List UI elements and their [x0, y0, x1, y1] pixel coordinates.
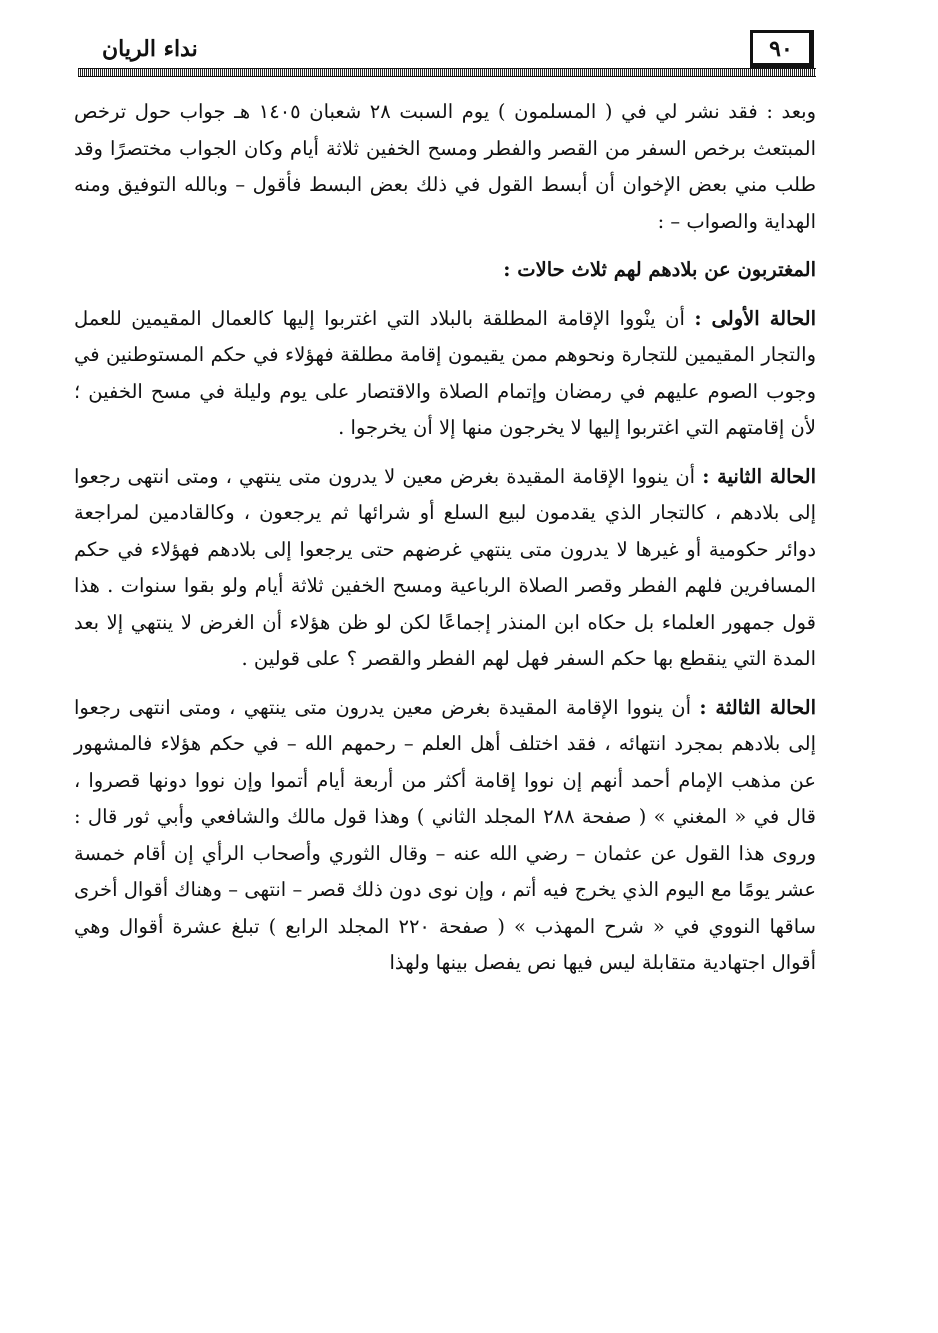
case-3-text: أن ينووا الإقامة المقيدة بغرض معين يدرون متى ينتهي ، ومتى انتهى رجعوا إلى بلادهم بمجرد انتهائه ، فقد اختلف أهل العلم – رحمهم الله – في حكم هؤلاء فالمشهور عن مذهب الإمام أحمد أنهم إن نووا إقامة أكثر من أربعة أيام أتموا وإن نووا دونها قصروا ، قال في « المغني » ( صفحة ٢٨٨ المجلد الثاني ) وهذا قول مالك والشافعي وأبي ثور قال : وروى هذا القول عن عثمان – رضي الله عنه – وقال الثوري وأصحاب الرأي إن أقام خمسة عشر يومًا مع اليوم الذي يخرج فيه أتم ، وإن نوى دون ذلك قصر – انتهى – وهناك أقوال أخرى ساقها النووي في « شرح المهذب » ( صفحة ٢٢٠ المجلد الرابع ) تبلغ عشرة أقوال وهي أقوال اجتهادية متقابلة ليس فيها نص يفصل بينها ولهذا — [74, 695, 816, 974]
case-1-label: الحالة الأولى : — [694, 306, 816, 330]
case-3-label: الحالة الثالثة : — [699, 695, 816, 719]
case-2-paragraph — [74, 459, 816, 678]
page-body — [74, 94, 816, 994]
case-2-text: أن ينووا الإقامة المقيدة بغرض معين لا يدرون متى ينتهي ، ومتى انتهى رجعوا إلى بلادهم ، كالتجار الذي يقدمون لبيع السلع أو شرائها ثم يرجعون ، وكالقادمين لمراجعة دوائر حكومية أو غيرها لا يدرون متى ينتهي غرضهم حتى يرجعوا إلى بلادهم فهؤلاء في حكم المسافرين فلهم الفطر وقصر الصلاة الرباعية ومسح الخفين ثلاثة أيام ولو بقوا سنوات . هذا قول جمهور العلماء بل حكاه ابن المنذر إجماعًا لكن لو ظن هؤلاء أن الغرض لا ينتهي إلا بعد المدة التي ينقطع بها حكم السفر فهل لهم الفطر والقصر ؟ على قولين . — [74, 464, 816, 670]
case-3-paragraph — [74, 690, 816, 982]
case-1-paragraph — [74, 301, 816, 447]
case-2-label: الحالة الثانية : — [702, 464, 817, 488]
case-1-text: أن ينْووا الإقامة المطلقة بالبلاد التي اغتربوا إليها كالعمال المقيمين للعمل والتجار المقيمين للتجارة ونحوهم ممن يقيمون إقامة مطلقة فهؤلاء في حكم المستوطنين في وجوب الصوم عليهم في رمضان وإتمام الصلاة والاقتصار على يوم وليلة في مسح الخفين ؛ لأن إقامتهم التي اغتربوا إليها لا يخرجون منها إلا أن يخرجوا . — [74, 306, 816, 439]
section-heading: المغتربون عن بلادهم لهم ثلاث حالات : — [503, 258, 816, 281]
header-rule — [78, 68, 816, 77]
intro-paragraph: وبعد : فقد نشر لي في ( المسلمون ) يوم السبت ٢٨ شعبان ١٤٠٥ هـ جواب حول ترخص المبتعث برخص السفر من القصر والفطر ومسح الخفين ثلاثة أيام وكان الجواب مختصرًا وقد طلب مني بعض الإخوان أن أبسط القول في ذلك بعض البسط فأقول – وبالله التوفيق ومنه الهداية والصواب – : — [74, 100, 816, 233]
page-number: ٩٠ — [750, 30, 814, 68]
running-title: نداء الريان — [102, 36, 198, 62]
